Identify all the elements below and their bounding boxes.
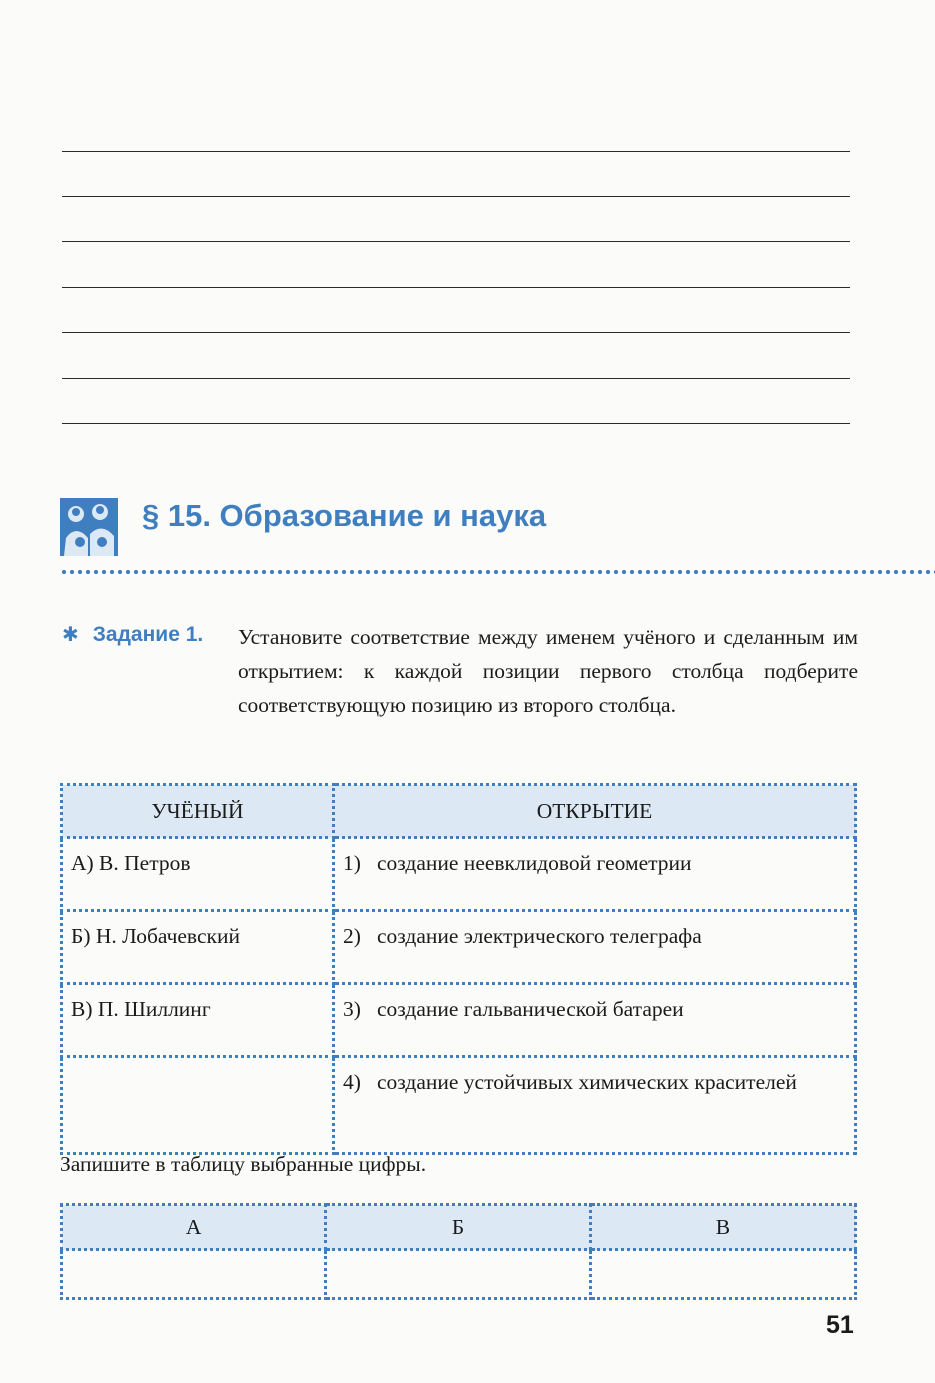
task-label-row (62, 622, 203, 647)
discovery-number: 1) (343, 851, 361, 875)
writing-line[interactable] (62, 151, 850, 152)
writing-line[interactable] (62, 196, 850, 197)
discovery-cell (334, 911, 856, 984)
writing-line[interactable] (62, 423, 850, 424)
discovery-number: 4) (343, 1070, 361, 1094)
discovery-cell (334, 1057, 856, 1154)
answer-header-v: В (590, 1205, 855, 1250)
dotted-divider (60, 568, 935, 576)
discovery-text: создание устойчивых химических красителей (377, 1070, 797, 1094)
column-header-discovery: ОТКРЫТИЕ (334, 785, 856, 838)
discovery-number: 2) (343, 924, 361, 948)
discovery-text: создание гальванической батареи (377, 997, 684, 1021)
scientist-cell (62, 1057, 334, 1154)
table-header-row (62, 785, 856, 838)
table-row (62, 1057, 856, 1154)
discovery-number: 3) (343, 997, 361, 1021)
scientist-cell: А) В. Петров (62, 838, 334, 911)
writing-line[interactable] (62, 241, 850, 242)
answer-header-a: А (62, 1205, 326, 1250)
answer-table (60, 1203, 857, 1300)
table-row (62, 911, 856, 984)
scientist-cell: Б) Н. Лобачевский (62, 911, 334, 984)
writing-line[interactable] (62, 287, 850, 288)
answer-cell-a[interactable] (62, 1250, 326, 1299)
instruction-text: Запишите в таблицу выбранные цифры. (60, 1152, 427, 1176)
scientists-portrait-icon (60, 498, 118, 556)
scientist-cell: В) П. Шиллинг (62, 984, 334, 1057)
asterisk-icon: ✱ (62, 624, 79, 646)
answer-cell-v[interactable] (590, 1250, 855, 1299)
match-table (60, 783, 857, 1155)
answer-header-row (62, 1205, 856, 1250)
table-row (62, 838, 856, 911)
discovery-text: создание неевклидовой геометрии (377, 851, 692, 875)
discovery-cell (334, 984, 856, 1057)
column-header-scientist: УЧЁНЫЙ (62, 785, 334, 838)
discovery-text: создание электрического телеграфа (377, 924, 702, 948)
task-label: Задание 1. (92, 623, 204, 646)
discovery-cell (334, 838, 856, 911)
table-row (62, 984, 856, 1057)
writing-line[interactable] (62, 332, 850, 333)
page-number: 51 (826, 1311, 854, 1339)
answer-row (62, 1250, 856, 1299)
answer-cell-b[interactable] (326, 1250, 590, 1299)
section-title: § 15. Образование и наука (142, 498, 547, 533)
answer-header-b: Б (326, 1205, 590, 1250)
task-text: Установите соответствие между именем учёного и сделанным им открытием: к каждой позиции первого столбца подберите соответствующую позицию из второго столбца. (238, 625, 858, 717)
writing-line[interactable] (62, 378, 850, 379)
